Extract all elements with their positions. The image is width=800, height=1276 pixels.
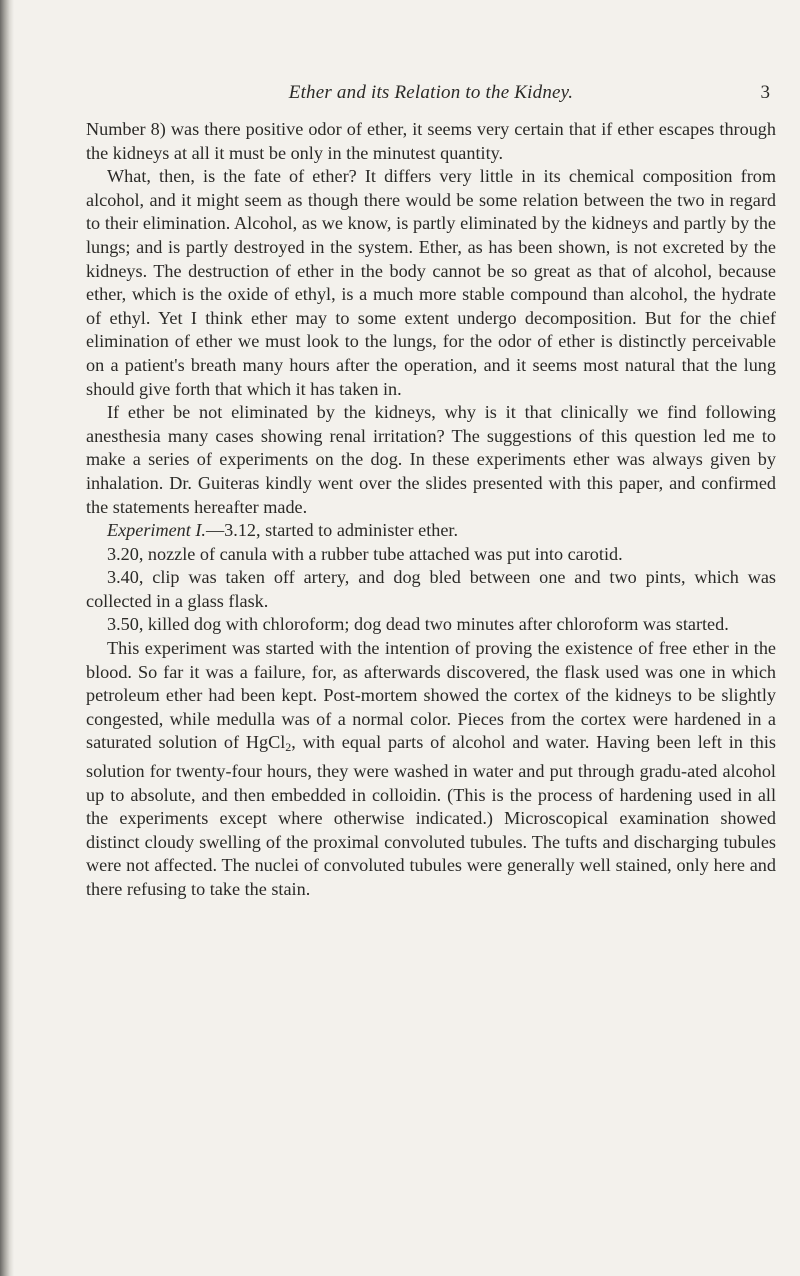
- chemical-subscript: 2: [285, 740, 292, 755]
- paragraph-renal-irritation: If ether be not eliminated by the kidneys, why is it that clinically we find following anesthesia many cases showing renal irritation? The suggestions of this question led me to make a series of experiments on the dog. In these experiments ether was always given by inhalation. Dr. Guiteras kindly went over the slides presented with this paper, and confirmed the statements hereafter made.: [86, 402, 776, 517]
- running-title: Ether and its Relation to the Kidney.: [288, 82, 574, 103]
- page-number: 3: [760, 82, 770, 103]
- paragraph-experiment-one: [86, 519, 776, 543]
- paragraph-step-canula: 3.20, nozzle of canula with a rubber tube attached was put into carotid.: [107, 543, 623, 564]
- experiment-label: Experiment I.: [107, 520, 206, 541]
- running-head: [86, 80, 776, 110]
- experiment-step-start: —3.12, started to administer ether.: [205, 520, 459, 541]
- findings-text-before: This experiment was started with the intention of proving the existence of free ether in the blood. So far it was a failure, for, as afterwards discovered, the flask used was one in which petroleum ether had been kept. Post-mortem showed the cortex of the kidneys to be slightly congested, while medulla was of a normal color. Pieces from the cortex were hardened in a saturated solution of HgCl: [86, 638, 776, 753]
- binding-shadow: [0, 0, 14, 1276]
- paragraph-continued: Number 8) was there positive odor of ether, it seems very certain that if ether escapes through the kidneys at all it must be only in the minutest quantity.: [86, 119, 776, 163]
- paragraph-step-bleeding: 3.40, clip was taken off artery, and dog bled between one and two pints, which was collected in a glass flask.: [86, 567, 776, 611]
- paragraph-step-chloroform: 3.50, killed dog with chloroform; dog dead two minutes after chloroform was started.: [107, 614, 729, 635]
- body-text: [86, 118, 776, 902]
- paragraph-fate-of-ether: What, then, is the fate of ether? It differs very little in its chemical composition from alcohol, and it might seem as though there would be some relation between the two in regard to their elimination. Alcohol, as we know, is partly eliminated by the kidneys and partly by the lungs; and is partly destroyed in the system. Ether, as has been shown, is not excreted by the kidneys. The destruction of ether in the body cannot be so great as that of alcohol, because ether, which is the oxide of ethyl, is a much more stable compound than alcohol, the hydrate of ethyl. Yet I think ether may to some extent undergo decomposition. But for the chief elimination of ether we must look to the lungs, for the odor of ether is distinctly perceivable on a patient's breath many hours after the operation, and it seems most natural that the lung should give forth that which it has taken in.: [86, 166, 776, 399]
- book-page: [86, 80, 776, 902]
- findings-text-after: , with equal parts of alcohol and water. Having been left in this solution for twenty-four hours, they were washed in water and put through gradu-ated alcohol up to absolute, and then embedded in colloidin. (This is the process of hardening used in all the experiments except where otherwise indicated.) Microscopical examination showed distinct cloudy swelling of the proximal convoluted tubules. The tufts and discharging tubules were not affected. The nuclei of convoluted tubules were generally well stained, only here and there refusing to take the stain.: [86, 732, 776, 899]
- paragraph-findings: [86, 637, 776, 902]
